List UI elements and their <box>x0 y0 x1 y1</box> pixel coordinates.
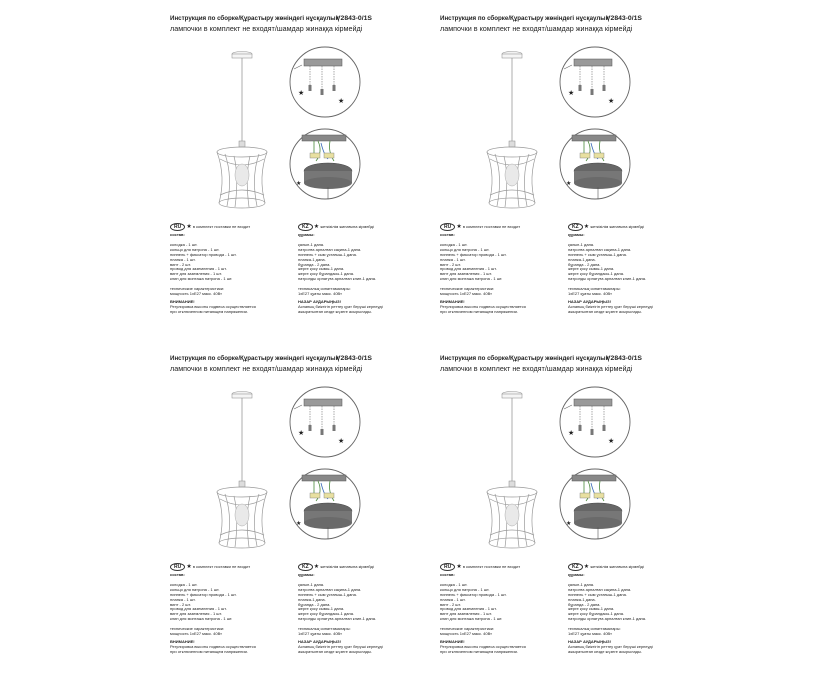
star-icon: ★ <box>313 224 320 230</box>
list-item: клип для монтажа патрона - 1 шт. <box>440 276 503 282</box>
kz-not-included-note: жеткізілім жинағына кірмейді <box>320 224 374 229</box>
kazakh-instructions <box>298 563 418 655</box>
kz-tech-title: техникалық сипаттамалары: <box>298 626 351 632</box>
wiring-canopy-diagram <box>288 467 362 541</box>
model-number: V2843-0/1S <box>606 15 642 22</box>
list-item: бұранда - 2 дана. <box>298 261 331 267</box>
kz-tech-value: 1xE27 қуаты макс. 40Вт <box>298 631 342 637</box>
ru-badge: RU <box>170 563 185 571</box>
pendant-lamp-illustration <box>202 49 282 219</box>
list-item: патронды орнатуға арналған клип-1 дана. <box>298 616 377 622</box>
ru-warning-text-1: Регулировка высоты подвеса осуществляется <box>440 303 526 309</box>
list-item: бұранда - 2 дана. <box>568 261 601 267</box>
list-item: винт для заземления - 1 шт. <box>440 611 493 617</box>
kz-warning-text-2: ажыратылған кезде жүзеге асырылады. <box>568 308 643 314</box>
ru-section-label: состав: <box>170 572 185 577</box>
ru-not-included-note: в комплект поставки не входит <box>192 224 251 229</box>
kz-parts-list <box>568 243 688 282</box>
list-item: планка - 1 шт. <box>170 596 196 602</box>
list-item: колодка - 1 шт. <box>170 241 198 247</box>
model-number: V2843-0/1S <box>336 15 372 22</box>
star-icon: ★ <box>456 224 462 230</box>
kz-tech-title: техникалық сипаттамалары: <box>568 286 621 292</box>
wiring-canopy-diagram <box>288 127 362 201</box>
kz-parts-list <box>298 243 418 282</box>
ru-badge: RU <box>440 563 455 571</box>
ru-warning-text-1: Регулировка высоты подвеса осуществляется <box>440 643 526 649</box>
list-item: ниппель + фиксатор провода - 1 шт. <box>170 251 237 257</box>
list-item: жерге қосу бұрандасы-1 дана. <box>568 271 625 277</box>
ru-section-label: состав: <box>440 572 455 577</box>
list-item: планка-1 дана. <box>568 596 596 602</box>
instruction-sheet-4 <box>440 355 762 655</box>
ru-badge: RU <box>440 223 455 231</box>
ru-warning-title: ВНИМАНИЕ! <box>170 298 195 304</box>
list-item: провод для заземления - 1 шт. <box>440 606 497 612</box>
list-item: жерге қосу сымы-1 дана. <box>568 606 615 612</box>
list-item: планка-1 дана. <box>298 256 326 262</box>
ru-badge: RU <box>170 223 185 231</box>
kz-warning-text-1: Аспаның биіктігін реттеу қуат беруші кернеуді <box>568 643 653 649</box>
ru-tech-title: технические характеристики: <box>170 626 225 632</box>
model-number: V2843-0/1S <box>336 355 372 362</box>
russian-instructions <box>440 223 560 315</box>
list-item: ниппель + сым ұстағыш-1 дана. <box>568 591 627 597</box>
list-item: патронға арналған сақина-1 дана. <box>298 586 362 592</box>
list-item: қалып-1 дана. <box>298 581 325 587</box>
ru-warning-title: ВНИМАНИЕ! <box>440 638 465 644</box>
kz-section-label: құрамы: <box>568 232 585 237</box>
list-item: ниппель + сым ұстағыш-1 дана. <box>298 251 357 257</box>
list-item: патронды орнатуға арналған клип-1 дана. <box>298 276 377 282</box>
pendant-lamp-illustration <box>202 389 282 559</box>
star-icon: ★ <box>186 224 192 230</box>
ru-parts-list <box>170 583 290 622</box>
ru-tech-title: технические характеристики: <box>440 626 495 632</box>
svg-text:★: ★ <box>338 438 345 445</box>
list-item: жерге қосу бұрандасы-1 дана. <box>298 611 355 617</box>
list-item: колодка - 1 шт. <box>440 581 468 587</box>
pendant-lamp-illustration <box>472 389 552 559</box>
list-item: патронды орнатуға арналған клип-1 дана. <box>568 616 647 622</box>
kz-badge: KZ <box>298 563 313 571</box>
model-number: V2843-0/1S <box>606 355 642 362</box>
list-item: ниппель + сым ұстағыш-1 дана. <box>298 591 357 597</box>
list-item: винт - 2 шт. <box>440 601 461 607</box>
ru-warning-text-1: Регулировка высоты подвеса осуществляется <box>170 643 256 649</box>
ru-tech-title: технические характеристики: <box>440 286 495 292</box>
svg-text:★: ★ <box>608 98 615 105</box>
list-item: планка-1 дана. <box>568 256 596 262</box>
ru-warning-text-2: при отключенном питающем напряжении. <box>440 308 518 314</box>
kz-tech-value: 1xE27 қуаты макс. 40Вт <box>568 631 612 637</box>
sheet-title: Инструкция по сборке/Құрастыру жөніндегі нұсқаулық <box>440 15 609 22</box>
kz-badge: KZ <box>568 223 583 231</box>
bulbs-note: лампочки в комплект не входят/шамдар жинаққа кірмейді <box>170 364 363 373</box>
list-item: планка - 1 шт. <box>170 256 196 262</box>
kz-parts-list <box>298 583 418 622</box>
ru-warning-text-2: при отключенном питающем напряжении. <box>170 308 248 314</box>
kz-tech-value: 1xE27 қуаты макс. 40Вт <box>568 291 612 297</box>
list-item: қалып-1 дана. <box>568 241 595 247</box>
ru-parts-list <box>440 583 560 622</box>
instruction-sheet-2 <box>440 15 762 315</box>
ru-warning-text-1: Регулировка высоты подвеса осуществляется <box>170 303 256 309</box>
mounting-bracket-diagram <box>558 45 632 119</box>
kz-warning-text-1: Аспаның биіктігін реттеу қуат беруші кернеуді <box>298 303 383 309</box>
list-item: винт - 2 шт. <box>170 261 191 267</box>
kz-warning-text-2: ажыратылған кезде жүзеге асырылады. <box>298 648 373 654</box>
list-item: винт - 2 шт. <box>440 261 461 267</box>
svg-text:★: ★ <box>566 521 572 527</box>
kz-warning-title: НАЗАР АУДАРЫҢЫЗ! <box>298 298 341 304</box>
ru-section-label: состав: <box>170 232 185 237</box>
list-item: планка-1 дана. <box>298 596 326 602</box>
list-item: ниппель + фиксатор провода - 1 шт. <box>440 591 507 597</box>
mounting-bracket-diagram <box>288 385 362 459</box>
list-item: провод для заземления - 1 шт. <box>170 606 227 612</box>
list-item: патронға арналған сақина-1 дана. <box>568 586 632 592</box>
svg-text:★: ★ <box>608 438 615 445</box>
kz-warning-title: НАЗАР АУДАРЫҢЫЗ! <box>298 638 341 644</box>
list-item: колодка - 1 шт. <box>440 241 468 247</box>
list-item: жерге қосу сымы-1 дана. <box>298 266 345 272</box>
ru-warning-title: ВНИМАНИЕ! <box>170 638 195 644</box>
russian-instructions <box>170 223 290 315</box>
star-icon: ★ <box>583 224 590 230</box>
list-item: жерге қосу сымы-1 дана. <box>298 606 345 612</box>
ru-tech-value: мощность 1xE27 макс. 40Вт <box>440 291 492 297</box>
pendant-lamp-illustration <box>472 49 552 219</box>
star-icon: ★ <box>186 564 192 570</box>
kz-tech-title: техникалық сипаттамалары: <box>298 286 351 292</box>
kazakh-instructions <box>298 223 418 315</box>
svg-text:★: ★ <box>566 181 572 187</box>
svg-text:★: ★ <box>296 521 302 527</box>
kz-not-included-note: жеткізілім жинағына кірмейді <box>590 564 644 569</box>
list-item: патронға арналған сақина-1 дана. <box>568 246 632 252</box>
star-icon: ★ <box>456 564 462 570</box>
kz-warning-title: НАЗАР АУДАРЫҢЫЗ! <box>568 638 611 644</box>
ru-warning-text-2: при отключенном питающем напряжении. <box>440 648 518 654</box>
list-item: планка - 1 шт. <box>440 256 466 262</box>
kz-tech-title: техникалық сипаттамалары: <box>568 626 621 632</box>
bulbs-note: лампочки в комплект не входят/шамдар жинаққа кірмейді <box>170 24 363 33</box>
ru-parts-list <box>170 243 290 282</box>
russian-instructions <box>170 563 290 655</box>
list-item: винт для заземления - 1 шт. <box>170 611 223 617</box>
list-item: провод для заземления - 1 шт. <box>170 266 227 272</box>
svg-text:★: ★ <box>568 430 575 437</box>
list-item: винт - 2 шт. <box>170 601 191 607</box>
svg-text:★: ★ <box>298 90 305 97</box>
mounting-bracket-diagram <box>288 45 362 119</box>
list-item: жерге қосу бұрандасы-1 дана. <box>568 611 625 617</box>
kz-badge: KZ <box>298 223 313 231</box>
list-item: бұранда - 2 дана. <box>298 601 331 607</box>
ru-tech-value: мощность 1xE27 макс. 40Вт <box>440 631 492 637</box>
list-item: винт для заземления - 1 шт. <box>170 271 223 277</box>
svg-text:★: ★ <box>338 98 345 105</box>
list-item: кольцо для патрона - 1 шт. <box>170 586 220 592</box>
svg-text:★: ★ <box>568 90 575 97</box>
ru-not-included-note: в комплект поставки не входит <box>462 224 521 229</box>
ru-not-included-note: в комплект поставки не входит <box>462 564 521 569</box>
list-item: ниппель + сым ұстағыш-1 дана. <box>568 251 627 257</box>
list-item: клип для монтажа патрона - 1 шт. <box>170 276 233 282</box>
list-item: жерге қосу бұрандасы-1 дана. <box>298 271 355 277</box>
wiring-canopy-diagram <box>558 127 632 201</box>
kz-not-included-note: жеткізілім жинағына кірмейді <box>320 564 374 569</box>
bulbs-note: лампочки в комплект не входят/шамдар жинаққа кірмейді <box>440 364 633 373</box>
list-item: жерге қосу сымы-1 дана. <box>568 266 615 272</box>
list-item: бұранда - 2 дана. <box>568 601 601 607</box>
list-item: кольцо для патрона - 1 шт. <box>440 246 490 252</box>
list-item: патронға арналған сақина-1 дана. <box>298 246 362 252</box>
mounting-bracket-diagram <box>558 385 632 459</box>
svg-text:★: ★ <box>296 181 302 187</box>
list-item: провод для заземления - 1 шт. <box>440 266 497 272</box>
sheet-title: Инструкция по сборке/Құрастыру жөніндегі нұсқаулық <box>440 355 609 362</box>
list-item: колодка - 1 шт. <box>170 581 198 587</box>
wiring-canopy-diagram <box>558 467 632 541</box>
ru-tech-title: технические характеристики: <box>170 286 225 292</box>
bulbs-note: лампочки в комплект не входят/шамдар жинаққа кірмейді <box>440 24 633 33</box>
ru-tech-value: мощность 1xE27 макс. 40Вт <box>170 631 222 637</box>
kz-badge: KZ <box>568 563 583 571</box>
star-icon: ★ <box>583 564 590 570</box>
kazakh-instructions <box>568 223 688 315</box>
kz-tech-value: 1xE27 қуаты макс. 40Вт <box>298 291 342 297</box>
list-item: ниппель + фиксатор провода - 1 шт. <box>440 251 507 257</box>
ru-section-label: состав: <box>440 232 455 237</box>
list-item: қалып-1 дана. <box>568 581 595 587</box>
star-icon: ★ <box>313 564 320 570</box>
list-item: ниппель + фиксатор провода - 1 шт. <box>170 591 237 597</box>
kz-section-label: құрамы: <box>568 572 585 577</box>
sheet-title: Инструкция по сборке/Құрастыру жөніндегі нұсқаулық <box>170 355 339 362</box>
kz-not-included-note: жеткізілім жинағына кірмейді <box>590 224 644 229</box>
list-item: винт для заземления - 1 шт. <box>440 271 493 277</box>
kz-warning-text-2: ажыратылған кезде жүзеге асырылады. <box>568 648 643 654</box>
russian-instructions <box>440 563 560 655</box>
kz-parts-list <box>568 583 688 622</box>
ru-tech-value: мощность 1xE27 макс. 40Вт <box>170 291 222 297</box>
list-item: клип для монтажа патрона - 1 шт. <box>440 616 503 622</box>
kz-warning-text-1: Аспаның биіктігін реттеу қуат беруші кернеуді <box>298 643 383 649</box>
list-item: кольцо для патрона - 1 шт. <box>440 586 490 592</box>
svg-text:★: ★ <box>298 430 305 437</box>
kz-warning-text-2: ажыратылған кезде жүзеге асырылады. <box>298 308 373 314</box>
kazakh-instructions <box>568 563 688 655</box>
kz-section-label: құрамы: <box>298 572 315 577</box>
kz-warning-title: НАЗАР АУДАРЫҢЫЗ! <box>568 298 611 304</box>
kz-warning-text-1: Аспаның биіктігін реттеу қуат беруші кернеуді <box>568 303 653 309</box>
ru-parts-list <box>440 243 560 282</box>
ru-warning-text-2: при отключенном питающем напряжении. <box>170 648 248 654</box>
ru-not-included-note: в комплект поставки не входит <box>192 564 251 569</box>
list-item: патронды орнатуға арналған клип-1 дана. <box>568 276 647 282</box>
list-item: қалып-1 дана. <box>298 241 325 247</box>
list-item: кольцо для патрона - 1 шт. <box>170 246 220 252</box>
sheet-title: Инструкция по сборке/Құрастыру жөніндегі нұсқаулық <box>170 15 339 22</box>
list-item: клип для монтажа патрона - 1 шт. <box>170 616 233 622</box>
list-item: планка - 1 шт. <box>440 596 466 602</box>
kz-section-label: құрамы: <box>298 232 315 237</box>
ru-warning-title: ВНИМАНИЕ! <box>440 298 465 304</box>
